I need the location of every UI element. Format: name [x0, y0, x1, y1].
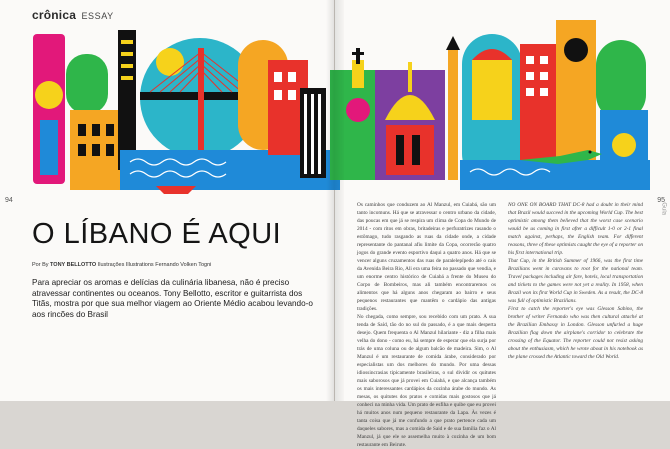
black-tower: [118, 30, 136, 170]
water-right: [460, 160, 650, 190]
boat-icon: [156, 186, 196, 194]
blue-block-left: [40, 120, 58, 175]
byline-illus-label: Ilustrações Illustrations: [97, 262, 154, 268]
byline: [32, 262, 211, 268]
body-column-portuguese: [357, 201, 496, 448]
byline-author: TONY BELLOTTO: [50, 262, 97, 268]
yellow-sun-left: [35, 81, 63, 109]
body-en-paragraph-3: First to catch the reporter's eye was Glesson Sabino, the brother of writer Fernando who was then cultural attaché at the Brazilian Embassy in London. Glesson unfurled a huge Brazilian flag down the airplane's corridor to celebrate the crossing of the Equator. The reporter could not resist asking about the enthusiasm, which he wrote about in his notebook as the plane crossed the Atlantic toward the Old World.: [508, 306, 643, 360]
red-tower-right: [520, 44, 556, 174]
page-number-right: 95: [657, 197, 665, 204]
page-number-left: 94: [5, 197, 13, 204]
green-cloud-right: [596, 40, 646, 120]
body-en-paragraph-1: NO ONE ON BOARD THAT DC-8 had a doubt in their mind that Brazil would succeed in the upcoming World Cup. The best optimistic among them believed that the worst case scenario would be us coming in first after a difficult 1-0 or 2-1 final match against, perhaps, the English team. For different reasons, three of these optimists caught the eye of a reporter on his first international trip.: [508, 202, 644, 256]
section-tag: ESSAY: [81, 11, 114, 21]
headline: O LÍBANO É AQUI: [32, 218, 282, 250]
section-rubric: crônica: [32, 8, 77, 22]
body-pt-paragraph-2: No chegada, como sempre, sou recebido com um prato. A sua tenda de Saíd, tão do no sul do passado, é a que mais desperta desejo. Quem frequenta o Al Manzul hilariante - diz a filha mais velha do dono - como eu, há sempre de esperar que ela surja por trás de uma coluna ou de algum balcão de madeira. Sim, o Al Manzul é um restaurante de comida árabe, considerado por especialistas um dos melhores do mundo. Por uma dessas idiossincrasias tipicamente brasileiras, o sul dividir os quitutes mais saborosos que já provei em Cuiabá, e que alcança também os mais interessantes cardápios da cozinha árabe do mundo. As mesas, os quitutes dos pratos e comidas mais gostosos que já conheci na minha vida. Um prato de esfiha e quibe que eu provei há muitos anos num pequeno restaurante da Lapa. Às vezes é tanta coisa que já me confundo a que prato pertence cada um daqueles sabores, mas a comida de Said e de sua família faz o Al Manzul, já que ele se assemelha muito à cozinha de um bom restaurante em Beirute.: [357, 314, 496, 448]
lebanon-city-illustration: [0, 0, 670, 200]
yellow-sun-center: [156, 48, 184, 76]
running-head: Gula: [661, 202, 667, 215]
body-pt-paragraph-1: Os caminhos que conduzem ao Al Manzul, em Cuiabá, são um tanto incomuns. Há que se atravessar o centro urbano da cidade, das poucas em que já se respira um clima de Copa do Mundo de 2014 - com ritos em obras, britadeiras e perfuratrizes rasando o estômago, tudo rasgando as ruas da cidade onde, a cidade representante do pantanal afiu limite da Copa, ocorrerão quatro jogos do grande evento esportivo daqui a quatro anos. Há que se vencer alguns cruzamentos das ruas de paralelepípedo até o cais da Avenida Beira Rio, Ali era uma feira no passado que vendia, e um enorme centro histórico de Cuiabá a frente do Museu do Corpo de Bombeiros, mas ali também encontraremos os alimentos que há alguns anos chegaram ao bairro e seus pequenos restaurantes que mantêm o cardápio das antigas tradições.: [357, 202, 496, 312]
body-column-english: [508, 201, 643, 397]
lede-paragraph: Para apreciar os aromas e delícias da culinária libanesa, não é preciso atravessar continentes ou oceanos. Tony Bellotto, escritor e guitarrista dos Titãs, mostra por que sua melhor viagem ao Oriente Médio acabou levando-o aos rincões do Brasil: [32, 278, 313, 319]
byline-illustrator: Fernando Volken Togni: [155, 262, 212, 268]
byline-by-label: Por By: [32, 262, 49, 268]
cross-icon: [356, 48, 360, 64]
minaret: [448, 50, 458, 180]
green-cloud-left: [66, 54, 108, 114]
body-en-paragraph-2: That Cup, in the British Summer of 1966, was the first time Brazilians went in caravans to root for the national team. Travel packages including air fare, hotels, local transportation and tickets to the games were not yet a reality. In 1958, when Brazil won its first World Cup in Sweden. As a result, the DC-8 was full of optimistic Brazilians.: [508, 258, 643, 304]
